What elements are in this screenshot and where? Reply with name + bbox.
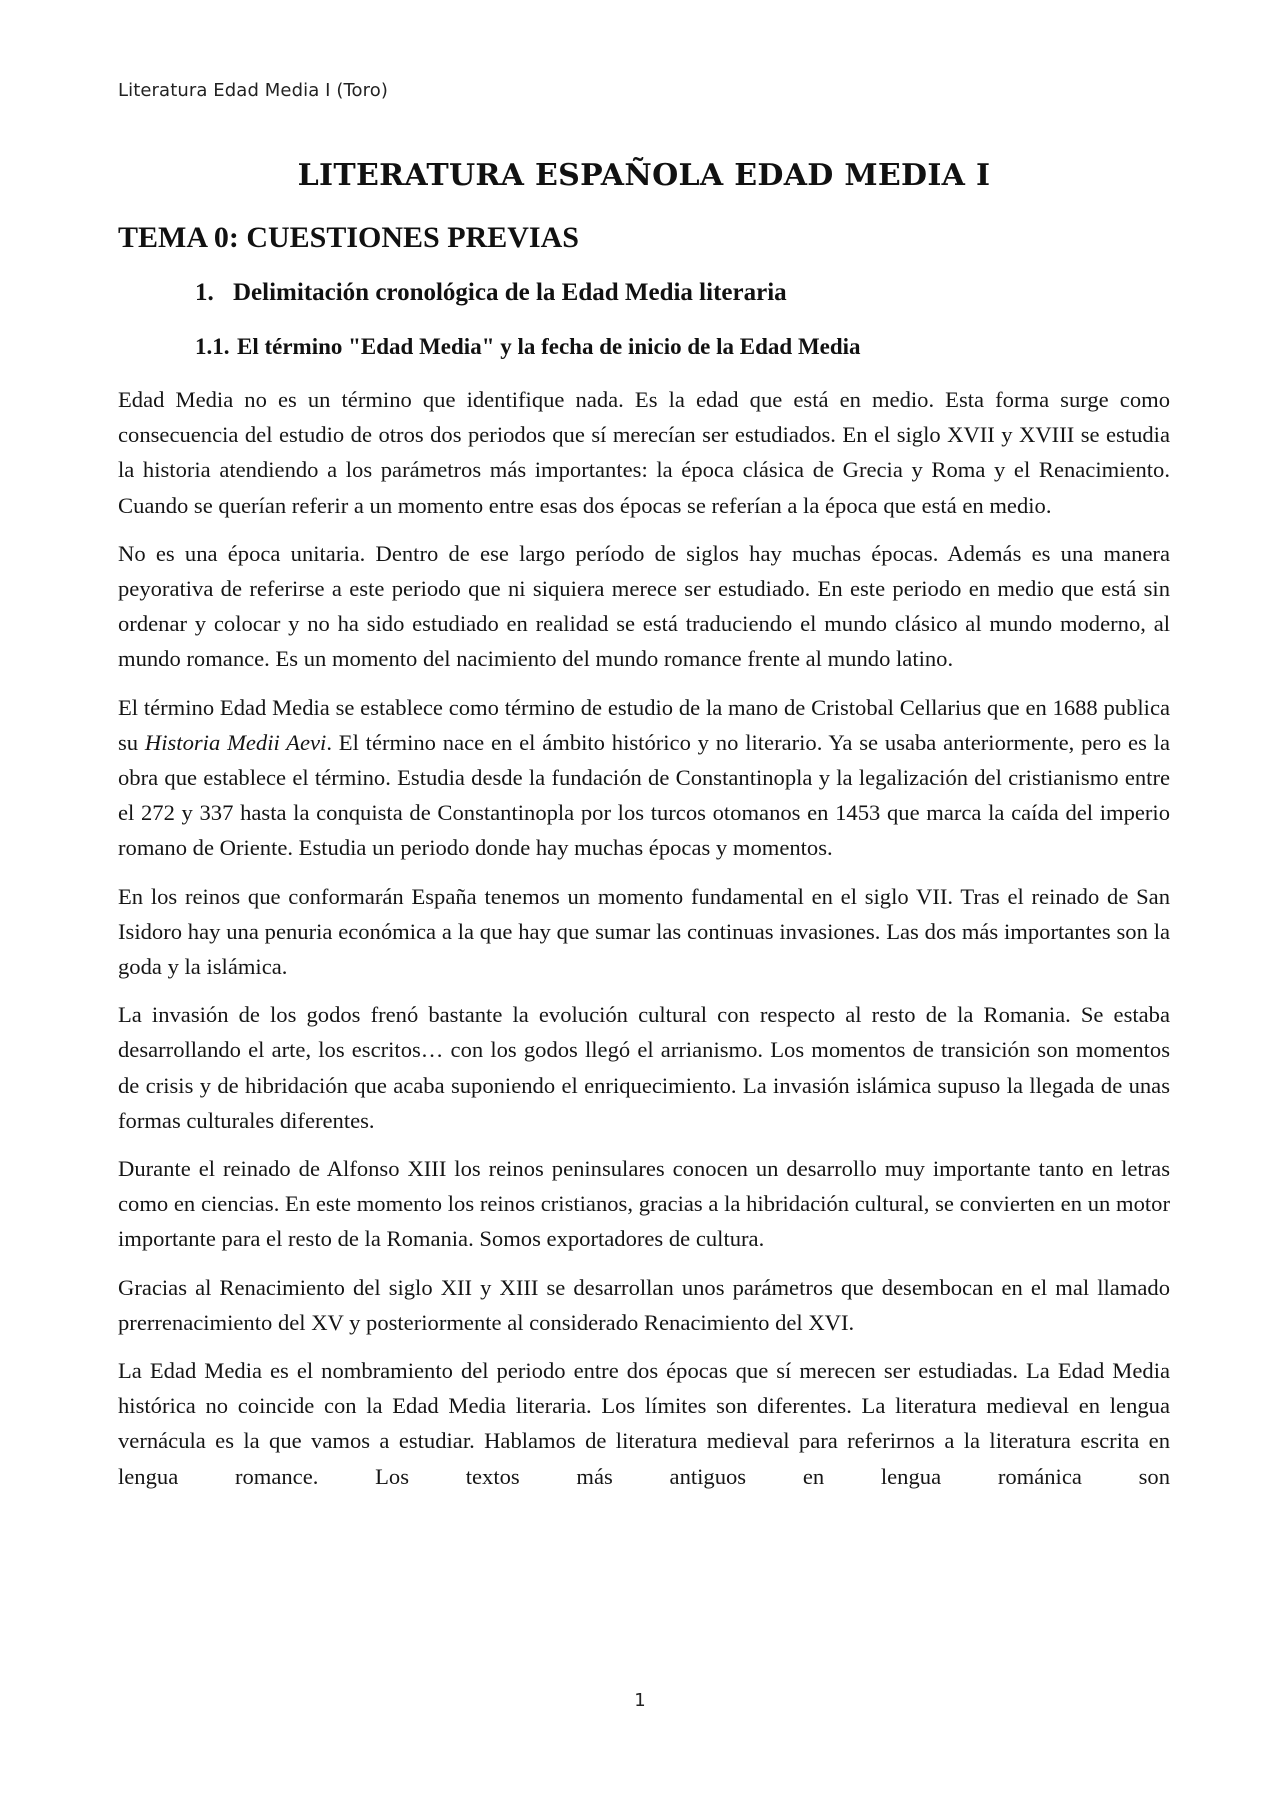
paragraph-5: La invasión de los godos frenó bastante la evolución cultural con respecto al resto de la Romania. Se estaba desarrollando el arte, los escritos… con los godos llegó el arrianismo. Los momentos de transición son momentos de crisis y de hibridación que acaba suponiendo el enriquecimiento. La invasión islámica supuso la llegada de unas formas culturales diferentes. [118,1002,1170,1133]
book-title-italic: Historia Medii Aevi [144,729,327,755]
section-title: Delimitación cronológica de la Edad Media literaria [233,279,787,306]
paragraph-3-text-end: . El término nace en el ámbito histórico y no literario. Ya se usaba anteriormente, pero es la obra que establece el término. Estudia desde la fundación de Constantinopla y la legalización del cristianismo entre el 272 y 337 hasta la conquista de Constantinopla por los turcos otomanos en 1453 que marca la caída del imperio romano de Oriente. Estudia un periodo donde hay muchas épocas y momentos. [118,729,1170,861]
tema-heading: TEMA 0: CUESTIONES PREVIAS [118,221,579,254]
running-header: Literatura Edad Media I (Toro) [118,80,389,101]
document-title: LITERATURA ESPAÑOLA EDAD MEDIA I [297,158,991,193]
subsection-title: El término "Edad Media" y la fecha de inicio de la Edad Media [237,334,861,359]
paragraph-6: Durante el reinado de Alfonso XIII los reinos peninsulares conocen un desarrollo muy importante tanto en letras como en ciencias. En este momento los reinos cristianos, gracias a la hibridación cultural, se convierten en un motor importante para el resto de la Romania. Somos exportadores de cultura. [118,1156,1170,1252]
paragraph-4: En los reinos que conformarán España tenemos un momento fundamental en el siglo VII. Tras el reinado de San Isidoro hay una penuria económica a la que hay que sumar las continuas invasiones. Las dos más importantes son la goda y la islámica. [118,883,1170,980]
subsection-heading [195,334,861,360]
paragraph-7: Gracias al Renacimiento del siglo XII y XIII se desarrollan unos parámetros que desembocan en el mal llamado prerrenacimiento del XV y posteriormente al considerado Renacimiento del XVI. [118,1274,1170,1335]
paragraph-3 [118,690,1170,866]
body-text [118,382,1170,1494]
section-heading [195,279,787,307]
paragraph-3-text-start: El término Edad Media se establece como término de estudio de la mano de Cristobal Cellarius que en 1688 publica su [118,694,1170,755]
paragraph-8: La Edad Media es el nombramiento del periodo entre dos épocas que sí merecen ser estudiadas. La Edad Media histórica no coincide con la Edad Media literaria. Los límites son diferentes. La literatura medieval en lengua vernácula es la que vamos a estudiar. Hablamos de literatura medieval para referirnos a la literatura escrita en lengua romance. Los textos más antiguos en lengua románica son [118,1358,1170,1489]
subsection-number: 1.1. [195,334,230,359]
paragraph-1: Edad Media no es un término que identifique nada. Es la edad que está en medio. Esta forma surge como consecuencia del estudio de otros dos periodos que sí merecían ser estudiados. En el siglo XVII y XVIII se estudia la historia atendiendo a los parámetros más importantes: la época clásica de Grecia y Roma y el Renacimiento. Cuando se querían referir a un momento entre esas dos épocas se referían a la época que está en medio. [118,387,1170,518]
page-number: 1 [634,1690,646,1711]
paragraph-2: No es una época unitaria. Dentro de ese largo período de siglos hay muchas épocas. Además es una manera peyorativa de referirse a este periodo que ni siquiera merece ser estudiado. En este periodo en medio que está sin ordenar y colocar y no ha sido estudiado en realidad se está traduciendo el mundo clásico al mundo moderno, al mundo romance. Es un momento del nacimiento del mundo romance frente al mundo latino. [118,540,1170,672]
section-number: 1. [195,279,214,306]
